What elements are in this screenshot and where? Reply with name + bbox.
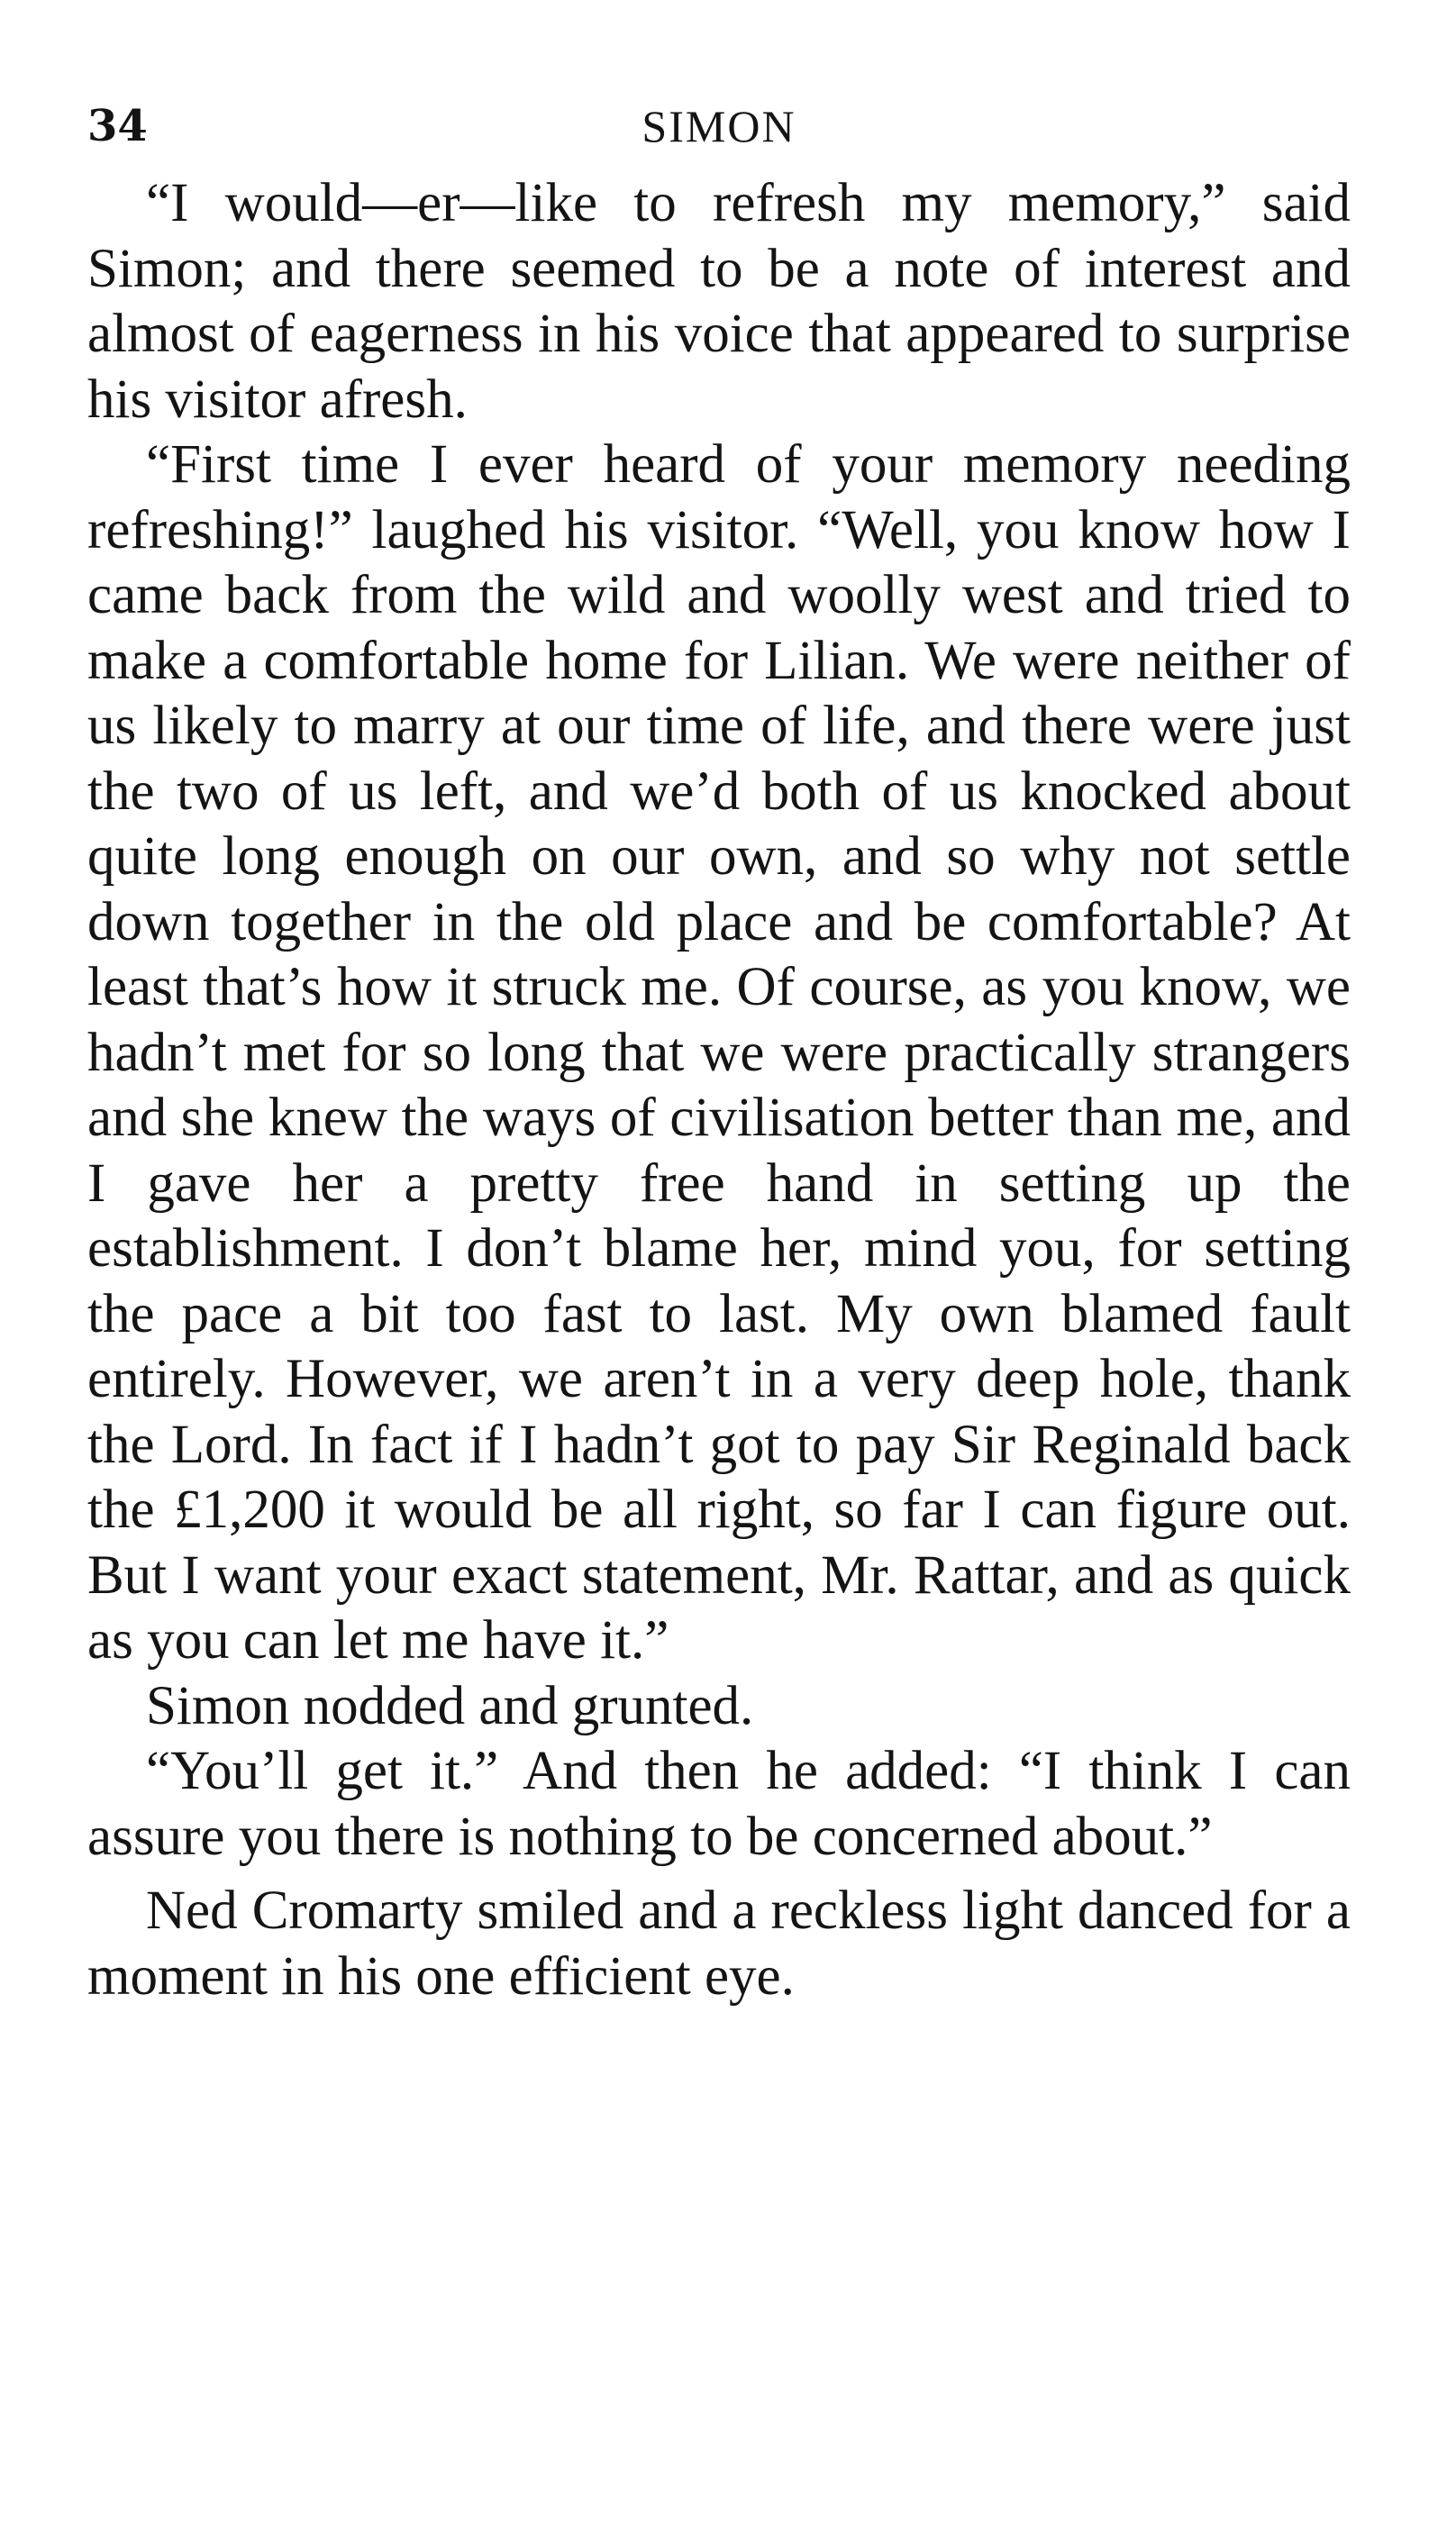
paragraph-1: “I would—er—like to refresh my memory,” said Simon; and there seemed to be a note of interest and almost of eagerness in his voice that appeared to surprise his visitor afresh. <box>87 173 1351 430</box>
page-number: 34 <box>87 101 148 151</box>
body-text <box>87 171 1351 2009</box>
paragraph-2: “First time I ever heard of your memory needing refreshing!” laughed his visitor. “Well, you know how I came back from the wild and woolly west and tried to make a comfortable home for Lilian. We were neither of us likely to marry at our time of life, and there were just the two of us left, and we’d both of us knocked about quite long enough on our own, and so why not settle down together in the old place and be comfortable? At least that’s how it struck me. Of course, as you know, we hadn’t met for so long that we were practically strangers and she knew the ways of civilisation better than me, and I gave her a pretty free hand in setting up the establishment. I don’t blame her, mind you, for setting the pace a bit too fast to last. My own blamed fault entirely. However, we aren’t in a very deep hole, thank the Lord. In fact if I hadn’t got to pay Sir Reginald back the £1,200 it would be all right, so far I can figure out. But I want your exact statement, Mr. Rattar, and as quick as you can let me have it.” <box>87 434 1351 1671</box>
paragraph-3: Simon nodded and grunted. <box>146 1675 754 1736</box>
page-header <box>87 90 1351 162</box>
paragraph-4: “You’ll get it.” And then he added: “I think I can assure you there is nothing to be concerned about.” <box>87 1741 1351 1867</box>
running-title: SIMON <box>642 101 796 151</box>
paragraph-5: Ned Cromarty smiled and a reckless light danced for a moment in his one efficient eye. <box>87 1881 1351 2007</box>
